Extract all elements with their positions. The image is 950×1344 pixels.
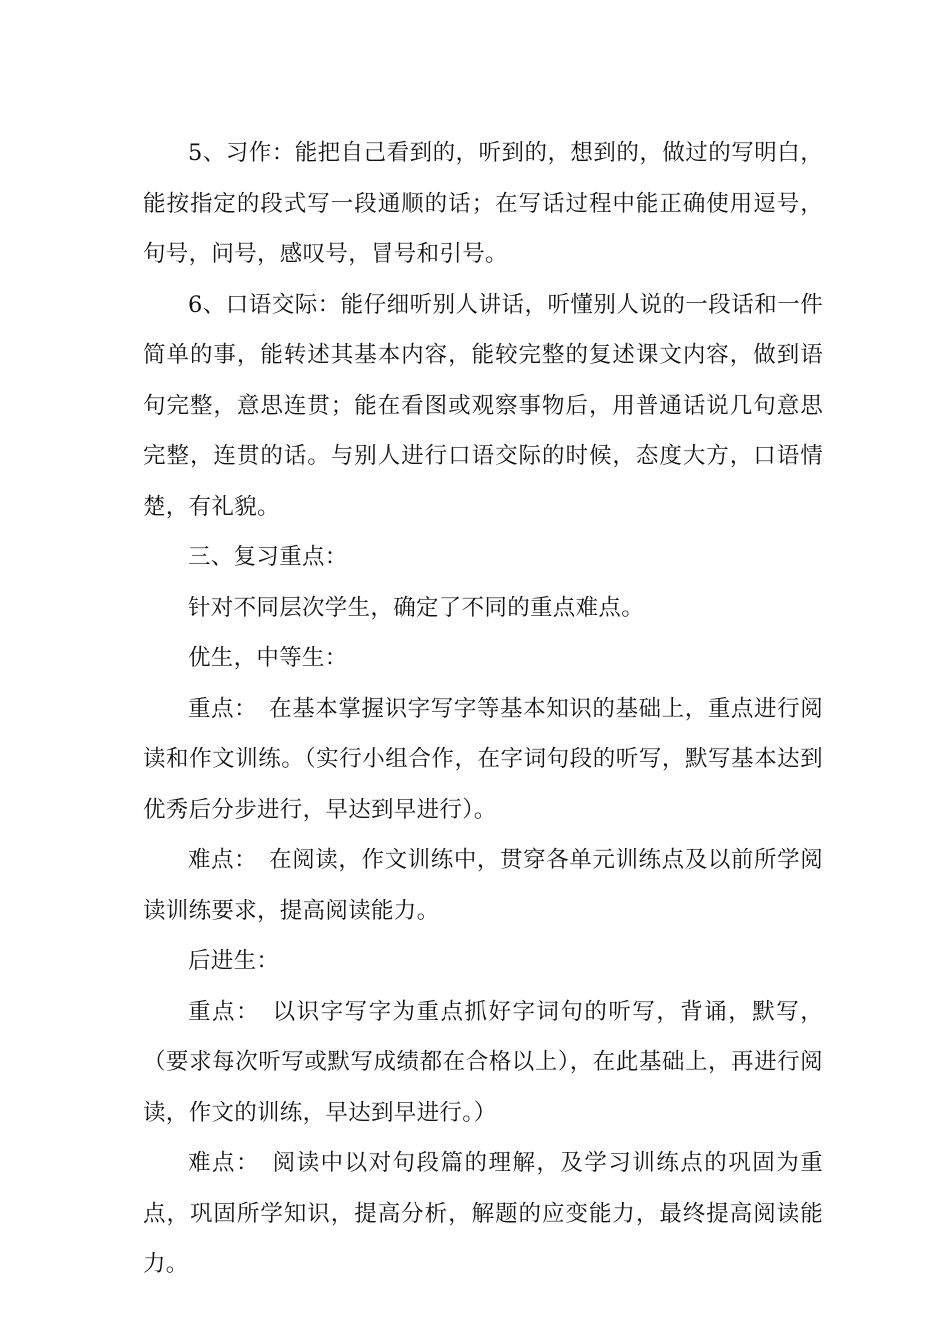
paragraph-writing: 5、习作：能把自己看到的，听到的，想到的，做过的写明白，能按指定的段式写一段通顺的话；在写话过程中能正确使用逗号，句号，问号，感叹号，冒号和引号。: [143, 140, 823, 267]
subheading-struggling-students: 后进生：: [188, 948, 280, 974]
paragraph-intro: 针对不同层次学生，确定了不同的重点难点。: [188, 594, 645, 621]
section-heading-review-focus: 三、复习重点：: [188, 544, 348, 570]
paragraph-top-focus: 重点： 在基本掌握识字写字等基本知识的基础上，重点进行阅读和作文训练。（实行小组合作，在字词句段的听写，默写基本达到优秀后分步进行，早达到早进行）。: [143, 695, 823, 823]
paragraph-struggling-difficulty: 难点： 阅读中以对句段篇的理解，及学习训练点的巩固为重点，巩固所学知识，提高分析，解题的应变能力，最终提高阅读能力。: [143, 1150, 823, 1277]
document-body: [143, 128, 823, 1290]
paragraph-oral-communication: 6、口语交际：能仔细听别人讲话，听懂别人说的一段话和一件简单的事，能转述其基本内容，能较完整的复述课文内容，做到语句完整，意思连贯；能在看图或观察事物后，用普通话说几句意思完整，连贯的话。与别人进行口语交际的时候，态度大方，口语情楚，有礼貌。: [143, 291, 823, 520]
paragraph-top-difficulty: 难点： 在阅读，作文训练中，贯穿各单元训练点及以前所学阅读训练要求，提高阅读能力。: [143, 847, 823, 924]
subheading-top-students: 优生，中等生：: [188, 645, 348, 671]
paragraph-struggling-focus: 重点： 以识字写字为重点抓好字词句的听写，背诵，默写，（要求每次听写或默写成绩都在合格以上），在此基础上，再进行阅读，作文的训练，早达到早进行。）: [143, 998, 823, 1126]
